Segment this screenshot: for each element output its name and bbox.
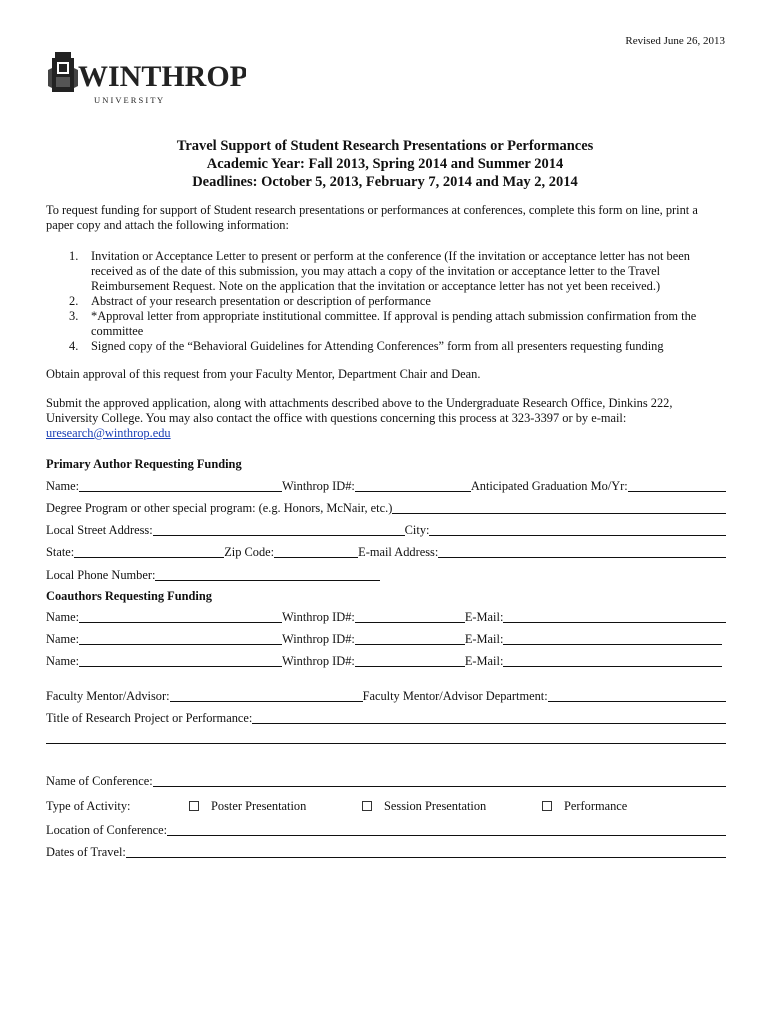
- address-row: [46, 522, 726, 538]
- form-title: [0, 137, 770, 191]
- intro-text: To request funding for support of Student research presentations or performances at conferences, complete this form on line, print a paper copy and attach the following information:: [46, 203, 698, 232]
- coauthor-row-1: [46, 609, 726, 625]
- activity-type-row: [46, 799, 726, 817]
- coauthor-name-field[interactable]: [79, 610, 282, 623]
- poster-option[interactable]: Poster Presentation: [189, 799, 306, 814]
- coauthor-id-field[interactable]: [355, 610, 465, 623]
- degree-field[interactable]: [392, 501, 726, 514]
- state-row: [46, 544, 726, 560]
- coauthor-email-label: E-Mail:: [464, 610, 504, 624]
- coauthor-id-label: Winthrop ID#:: [282, 632, 355, 646]
- list-item: 2. Abstract of your research presentation or description of performance: [69, 294, 431, 308]
- checkbox-icon[interactable]: [189, 801, 199, 811]
- winthrop-id-field[interactable]: [355, 479, 471, 492]
- graduation-label: Anticipated Graduation Mo/Yr:: [470, 479, 628, 493]
- name-field[interactable]: [79, 479, 282, 492]
- coauthor-name-field[interactable]: [79, 654, 282, 667]
- city-label: City:: [404, 523, 430, 537]
- project-title-label: Title of Research Project or Performance:: [46, 711, 253, 725]
- project-title-field[interactable]: [252, 711, 726, 724]
- degree-label: Degree Program or other special program: (e.g. Honors, McNair, etc.): [46, 501, 393, 515]
- title-line-2: Academic Year: Fall 2013, Spring 2014 and Summer 2014: [206, 156, 564, 172]
- coauthor-email-field[interactable]: [503, 610, 726, 623]
- winthrop-id-label: Winthrop ID#:: [282, 479, 355, 493]
- street-field[interactable]: [153, 523, 405, 536]
- coauthor-email-field[interactable]: [503, 632, 722, 645]
- coauthor-email-label: E-Mail:: [464, 632, 504, 646]
- list-item: 3. *Approval letter from appropriate institutional committee. If approval is pending attach submission confirmation from the committee: [69, 309, 697, 338]
- phone-row: [46, 567, 380, 583]
- checkbox-icon[interactable]: [362, 801, 372, 811]
- phone-field[interactable]: [155, 568, 380, 581]
- email-field[interactable]: [438, 545, 726, 558]
- coauthor-name-label: Name:: [46, 654, 80, 668]
- dates-label: Dates of Travel:: [46, 845, 126, 859]
- conference-row: [46, 773, 726, 789]
- coauthor-email-field[interactable]: [503, 654, 722, 667]
- zip-field[interactable]: [274, 545, 358, 558]
- coauthor-name-label: Name:: [46, 610, 80, 624]
- email-label: E-mail Address:: [358, 545, 439, 559]
- approval-text: Obtain approval of this request from your Faculty Mentor, Department Chair and Dean.: [46, 367, 481, 381]
- project-title-row: [46, 710, 726, 726]
- title-line-3: Deadlines: October 5, 2013, February 7, 2014 and May 2, 2014: [192, 174, 578, 190]
- coauthor-name-field[interactable]: [79, 632, 282, 645]
- email-link[interactable]: uresearch@winthrop.edu: [46, 426, 171, 440]
- coauthor-id-label: Winthrop ID#:: [282, 610, 355, 624]
- mentor-row: [46, 688, 726, 704]
- logo-wordmark: WINTHROP: [78, 60, 246, 93]
- conference-field[interactable]: [153, 774, 726, 787]
- logo-subtitle: U N I V E R S I T Y: [94, 95, 164, 105]
- coauthor-name-label: Name:: [46, 632, 80, 646]
- coauthor-email-label: E-Mail:: [464, 654, 504, 668]
- location-label: Location of Conference:: [46, 823, 168, 837]
- mentor-dept-label: Faculty Mentor/Advisor Department:: [362, 689, 548, 703]
- requirements-list: [46, 249, 726, 354]
- session-option[interactable]: Session Presentation: [362, 799, 486, 814]
- mentor-dept-field[interactable]: [548, 689, 726, 702]
- activity-label: Type of Activity:: [46, 799, 131, 813]
- state-label: State:: [46, 545, 75, 559]
- location-field[interactable]: [167, 823, 726, 836]
- mentor-label: Faculty Mentor/Advisor:: [46, 689, 170, 703]
- dates-field[interactable]: [126, 845, 726, 858]
- submit-text: Submit the approved application, along with attachments described above to the Undergraduate Research Office, Dinkins 222, University College. You may also contact the office with questions concerning this process at 323-3397 or by e-mail: uresearch@winthrop.edu: [46, 396, 673, 440]
- coauthors-heading: Coauthors Requesting Funding: [46, 589, 212, 603]
- graduation-field[interactable]: [628, 479, 726, 492]
- degree-row: [46, 500, 726, 516]
- list-item: 1. Invitation or Acceptance Letter to present or perform at the conference (If the invitation or acceptance letter has not been received as of the date of this submission, you may attach a copy of the invitation or acceptance letter to the Travel Reimbursement Request. Note on the application that the invitation or acceptance letter has not yet been received.): [69, 249, 690, 293]
- checkbox-icon[interactable]: [542, 801, 552, 811]
- coauthor-id-label: Winthrop ID#:: [282, 654, 355, 668]
- name-label: Name:: [46, 479, 80, 493]
- revision-date: Revised June 26, 2013: [625, 35, 725, 47]
- dates-row: [46, 844, 726, 860]
- location-row: [46, 822, 726, 838]
- list-item: 4. Signed copy of the “Behavioral Guidelines for Attending Conferences” form from all presenters requesting funding: [69, 339, 664, 353]
- zip-label: Zip Code:: [224, 545, 275, 559]
- winthrop-seal-icon: [46, 50, 246, 108]
- city-field[interactable]: [429, 523, 726, 536]
- primary-author-heading: Primary Author Requesting Funding: [46, 457, 242, 471]
- coauthor-row-3: [46, 653, 722, 669]
- coauthor-id-field[interactable]: [355, 632, 465, 645]
- coauthor-row-2: [46, 631, 722, 647]
- winthrop-logo: [46, 50, 246, 108]
- conference-label: Name of Conference:: [46, 774, 153, 788]
- performance-option[interactable]: Performance: [542, 799, 627, 814]
- state-field[interactable]: [74, 545, 224, 558]
- project-title-field-line-2[interactable]: [46, 743, 726, 744]
- primary-name-row: [46, 478, 726, 494]
- mentor-field[interactable]: [170, 689, 363, 702]
- coauthor-id-field[interactable]: [355, 654, 465, 667]
- street-label: Local Street Address:: [46, 523, 153, 537]
- phone-label: Local Phone Number:: [46, 568, 156, 582]
- title-line-1: Travel Support of Student Research Presentations or Performances: [176, 138, 594, 154]
